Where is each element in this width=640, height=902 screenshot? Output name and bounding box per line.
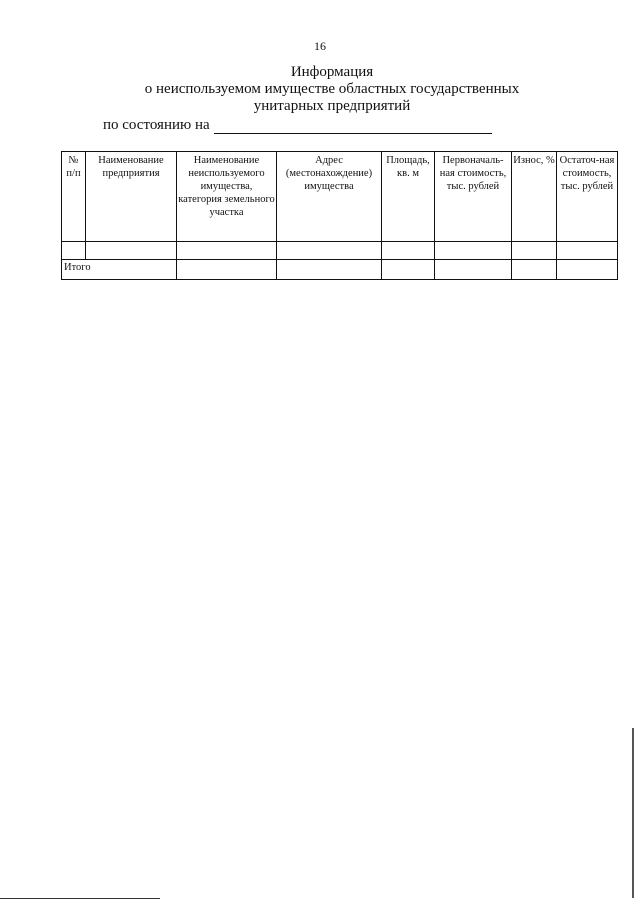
table-cell xyxy=(86,242,177,260)
header-cell-enterprise: Наименование предприятия xyxy=(86,152,177,242)
header-row xyxy=(62,152,618,242)
header-cell-address: Адрес (местонахождение) имущества xyxy=(277,152,382,242)
date-label: по состоянию на xyxy=(103,117,210,133)
table-cell xyxy=(557,260,618,280)
page-number: 16 xyxy=(314,39,326,53)
table-cell xyxy=(557,242,618,260)
table-row xyxy=(62,242,618,260)
table-cell xyxy=(512,242,557,260)
footer-rule xyxy=(0,898,160,899)
table-cell xyxy=(177,260,277,280)
title-line-1: Информация xyxy=(290,64,374,80)
table-cell xyxy=(277,260,382,280)
header-cell-property: Наименование неиспользуемого имущества, категория земельного участка xyxy=(177,152,277,242)
table-cell xyxy=(435,260,512,280)
table-cell xyxy=(382,260,435,280)
header-cell-number: № п/п xyxy=(62,152,86,242)
date-line xyxy=(103,117,492,134)
table-cell xyxy=(512,260,557,280)
header-cell-initial-cost: Первоначаль-ная стоимость, тыс. рублей xyxy=(435,152,512,242)
document-title xyxy=(0,64,640,115)
table-cell xyxy=(62,242,86,260)
total-label: Итого xyxy=(62,260,177,280)
table-cell xyxy=(177,242,277,260)
info-table xyxy=(61,151,618,280)
header-cell-area: Площадь, кв. м xyxy=(382,152,435,242)
table-cell xyxy=(435,242,512,260)
title-line-2: о неиспользуемом имуществе областных государственных xyxy=(144,81,520,97)
table-cell xyxy=(382,242,435,260)
title-line-3: унитарных предприятий xyxy=(253,98,411,114)
header-cell-wear: Износ, % xyxy=(512,152,557,242)
scan-edge-mark xyxy=(632,728,634,898)
date-blank-field xyxy=(214,120,492,134)
table-cell xyxy=(277,242,382,260)
header-cell-residual-cost: Остаточ-ная стоимость, тыс. рублей xyxy=(557,152,618,242)
total-row xyxy=(62,260,618,280)
